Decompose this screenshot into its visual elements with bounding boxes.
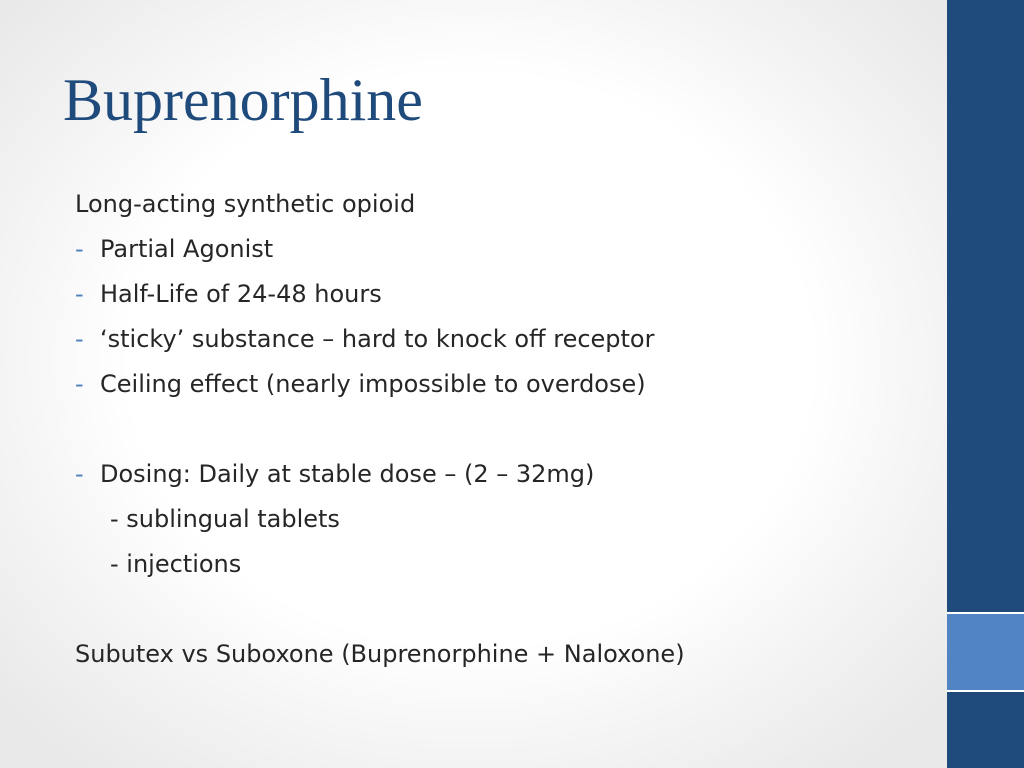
slide-body — [75, 182, 935, 677]
dosing-item — [75, 452, 935, 497]
bullet-text: ‘sticky’ substance – hard to knock off receptor — [100, 325, 655, 353]
bullet-marker: - — [75, 235, 84, 263]
bullet-text: Half-Life of 24-48 hours — [100, 280, 382, 308]
dosing-text: Dosing: Daily at stable dose – (2 – 32mg) — [100, 460, 595, 488]
bullet-marker: - — [75, 460, 84, 488]
bullet-item — [75, 227, 935, 272]
bullet-marker: - — [75, 325, 84, 353]
dosing-form-item: - injections — [110, 550, 242, 578]
footer-line: Subutex vs Suboxone (Buprenorphine + Naloxone) — [75, 640, 685, 668]
bullet-item — [75, 272, 935, 317]
sidebar-accent-block — [947, 614, 1024, 690]
bullet-text: Ceiling effect (nearly impossible to overdose) — [100, 370, 646, 398]
bullet-item — [75, 362, 935, 407]
sidebar-divider-bottom — [947, 690, 1024, 692]
bullet-marker: - — [75, 370, 84, 398]
dosing-form-item: - sublingual tablets — [110, 505, 340, 533]
bullet-text: Partial Agonist — [100, 235, 274, 263]
bullet-marker: - — [75, 280, 84, 308]
intro-line: Long-acting synthetic opioid — [75, 190, 416, 218]
bullet-item — [75, 317, 935, 362]
spacer — [75, 587, 935, 632]
spacer — [75, 407, 935, 452]
slide-title: Buprenorphine — [63, 67, 423, 133]
